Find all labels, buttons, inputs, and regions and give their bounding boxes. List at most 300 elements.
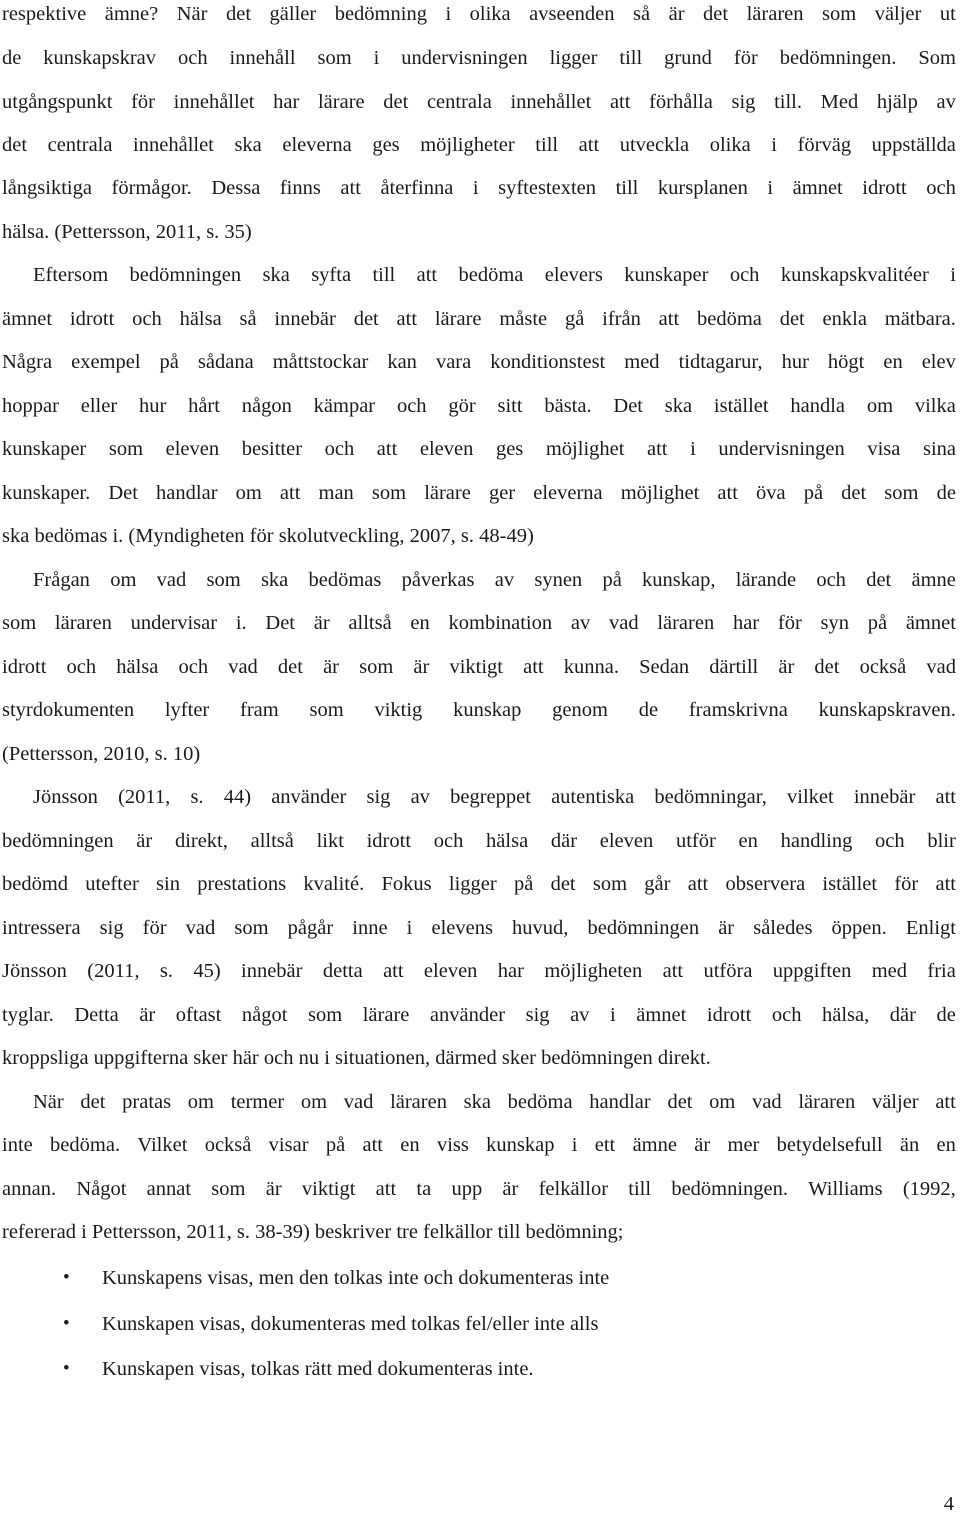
paragraph-4-line-5 — [2, 961, 956, 982]
word: en — [738, 830, 758, 852]
word: som — [592, 873, 628, 895]
word: När — [33, 1091, 64, 1113]
word: på — [867, 612, 888, 634]
word: och — [178, 656, 209, 678]
word: det — [703, 3, 729, 25]
word: i — [609, 1004, 616, 1026]
word: och — [433, 830, 464, 852]
word: ämne? — [104, 3, 159, 25]
word: handling — [780, 830, 853, 852]
word: som — [211, 1178, 246, 1200]
word: ger — [488, 482, 516, 504]
word: olika — [709, 134, 751, 156]
word: vad — [926, 656, 956, 678]
word: att — [662, 960, 684, 982]
word: fria — [927, 960, 956, 982]
word: till — [615, 177, 639, 199]
word: 45) — [193, 960, 221, 982]
word: lärare — [424, 482, 471, 504]
paragraph-5-line-3 — [2, 1179, 956, 1200]
word: som — [206, 569, 241, 591]
word: har — [273, 91, 300, 113]
word: som — [309, 699, 344, 721]
word: bedöma — [696, 308, 762, 330]
word: ska — [463, 1091, 491, 1113]
word: oftast — [175, 1004, 222, 1026]
word: att — [416, 264, 438, 286]
word: ämnet — [792, 177, 843, 199]
word: måttstockar — [272, 351, 369, 373]
word: viktigt — [449, 656, 504, 678]
word: läraren — [54, 612, 112, 634]
word: hälsa — [486, 830, 529, 852]
word: och — [132, 308, 162, 330]
word: sig — [731, 91, 756, 113]
word: respektive — [2, 3, 87, 25]
word: än — [899, 1134, 920, 1156]
word: väljer — [874, 3, 922, 25]
word: och — [816, 569, 846, 591]
word: något — [241, 1004, 288, 1026]
word: vilka — [914, 395, 956, 417]
word: (2011, — [87, 960, 140, 982]
word: utefter — [85, 873, 139, 895]
word: centrala — [426, 91, 492, 113]
word: förhålla — [649, 91, 713, 113]
word: kunna. — [563, 656, 619, 678]
word: innehållet — [173, 91, 255, 113]
word: med — [871, 960, 908, 982]
word: huvud, — [512, 917, 569, 939]
word: sitt — [497, 395, 523, 417]
word: till — [619, 47, 643, 69]
word: lärare — [362, 1004, 410, 1026]
word: ämne — [632, 1134, 677, 1156]
word: på — [159, 351, 179, 373]
word: där — [889, 1004, 916, 1026]
word: ämnet — [2, 308, 53, 330]
word: påverkas — [401, 569, 475, 591]
word: ligger — [549, 47, 598, 69]
word: långsiktiga — [2, 177, 92, 199]
word: att — [279, 482, 301, 504]
word: kunskapskrav — [43, 47, 157, 69]
word: högt — [827, 351, 865, 373]
word: lärare — [317, 91, 365, 113]
word: gör — [448, 395, 476, 417]
word: och — [771, 1004, 802, 1026]
word: att — [396, 308, 418, 330]
word: att — [609, 91, 631, 113]
word: är — [502, 1178, 519, 1200]
word: bästa. — [544, 395, 592, 417]
word: utföra — [703, 960, 753, 982]
word: man — [318, 482, 354, 504]
word: visar — [268, 1134, 309, 1156]
word: uppställda — [871, 134, 956, 156]
word: hälsa, — [822, 1004, 870, 1026]
word: ämne — [911, 569, 956, 591]
word: exempel — [71, 351, 141, 373]
word: är — [778, 656, 795, 678]
word: i — [571, 1134, 578, 1156]
word: en — [936, 1134, 956, 1156]
word: på — [325, 1134, 346, 1156]
word: om — [709, 1091, 736, 1113]
word: är — [136, 830, 153, 852]
word: att — [376, 438, 398, 460]
word: felkällor — [538, 1178, 609, 1200]
word: i — [406, 917, 413, 939]
word: utveckla — [619, 134, 690, 156]
word: på — [602, 569, 622, 591]
word: öva — [756, 482, 786, 504]
paragraph-1-line-5 — [2, 178, 956, 199]
word: också — [859, 656, 907, 678]
word: viktig — [374, 699, 423, 721]
word: Frågan — [33, 569, 90, 591]
word: förmågor. — [111, 177, 192, 199]
paragraph-2-line-5 — [2, 439, 956, 460]
word: elevens — [431, 917, 493, 939]
paragraph-4-line-6 — [2, 1005, 956, 1026]
word: alltså — [348, 612, 392, 634]
word: och — [396, 395, 427, 417]
word: har — [497, 960, 524, 982]
word: kunskaper. — [2, 482, 91, 504]
word: idrott — [2, 656, 47, 678]
word: är — [694, 1134, 711, 1156]
word: vad — [156, 569, 187, 591]
word: centrala — [47, 134, 113, 156]
word: vad — [185, 917, 216, 939]
paragraph-1-line-4 — [2, 135, 956, 156]
word: är — [668, 3, 685, 25]
word: autentiska — [551, 786, 635, 808]
word: väljer — [871, 1091, 919, 1113]
paragraph-5-line-2 — [2, 1135, 956, 1156]
word: som — [822, 3, 857, 25]
bullet-icon: • — [63, 1358, 70, 1379]
word: hälsa — [179, 308, 222, 330]
word: någon — [241, 395, 292, 417]
paragraph-3-line-2 — [2, 613, 956, 634]
paragraph-5-line-1 — [33, 1092, 956, 1113]
word: ut — [939, 3, 956, 25]
word: bedöma — [507, 1091, 573, 1113]
word: innebär — [241, 960, 303, 982]
word: i — [445, 3, 452, 25]
word: läraren — [798, 1091, 856, 1113]
word: och — [324, 438, 355, 460]
bullet-text: Kunskapen visas, tolkas rätt med dokumenteras inte. — [102, 1358, 534, 1380]
word: undervisningen — [401, 47, 528, 69]
word: kombination — [448, 612, 553, 634]
word: istället — [822, 873, 878, 895]
word: eleven — [419, 438, 474, 460]
word: det — [779, 308, 805, 330]
word: direkt, — [174, 830, 228, 852]
word: innebär — [274, 308, 336, 330]
word: som — [317, 47, 352, 69]
word: s. — [190, 786, 204, 808]
word: kunskaper — [624, 264, 709, 286]
word: ges — [495, 438, 524, 460]
word: undervisar — [130, 612, 218, 634]
word: innehållet — [133, 134, 214, 156]
word: viktigt — [301, 1178, 356, 1200]
word: ligger — [448, 873, 497, 895]
word: kunskap — [453, 699, 522, 721]
word: innehållet — [510, 91, 592, 113]
word: När — [176, 3, 208, 25]
word: prestations — [197, 873, 287, 895]
bullet-text: Kunskapens visas, men den tolkas inte och dokumenteras inte — [102, 1267, 610, 1289]
word: sig — [366, 786, 391, 808]
word: (1992, — [902, 1178, 956, 1200]
word: ska — [260, 569, 289, 591]
word: som — [307, 1004, 343, 1026]
word: (2011, — [118, 786, 171, 808]
word: finns — [279, 177, 321, 199]
paragraph-3-line-3 — [2, 657, 956, 678]
word: ämnet — [636, 1004, 687, 1026]
word: handla — [790, 395, 846, 417]
word: Som — [918, 47, 956, 69]
word: idrott — [366, 830, 412, 852]
word: konditionstest — [490, 351, 606, 373]
word: med — [624, 351, 660, 373]
word: bedömningen — [129, 264, 242, 286]
word: framskrivna — [688, 699, 788, 721]
word: utgångspunkt — [2, 91, 113, 113]
word: som — [371, 482, 407, 504]
word: där — [550, 830, 578, 852]
word: sig — [99, 917, 124, 939]
word: hur — [781, 351, 809, 373]
word: kvalité. — [303, 873, 365, 895]
word: och — [177, 47, 208, 69]
word: om — [235, 482, 262, 504]
word: undervisningen — [718, 438, 845, 460]
word: gäller — [269, 3, 317, 25]
word: så — [239, 308, 257, 330]
word: att — [658, 308, 680, 330]
word: viss — [436, 1134, 469, 1156]
word: hur — [138, 395, 167, 417]
word: att — [578, 134, 600, 156]
word: idrott — [706, 1004, 752, 1026]
word: kämpar — [313, 395, 376, 417]
word: Dessa — [211, 177, 261, 199]
word: sig — [525, 1004, 550, 1026]
word: kunskaper — [2, 438, 87, 460]
word: Jönsson — [33, 786, 98, 808]
word: istället — [713, 395, 769, 417]
word: likt — [316, 830, 344, 852]
word: Det — [613, 395, 643, 417]
word: det — [814, 656, 840, 678]
bullet-text: Kunskapen visas, dokumenteras med tolkas fel/eller inte alls — [102, 1313, 599, 1335]
word: en — [883, 351, 903, 373]
word: ifrån — [602, 308, 641, 330]
paragraph-1-line-6: hälsa. (Pettersson, 2011, s. 35) — [2, 221, 252, 243]
word: kursplanen — [657, 177, 748, 199]
paragraph-1-line-2 — [2, 48, 956, 69]
paragraph-3-line-4 — [2, 700, 956, 721]
word: hoppar — [2, 395, 59, 417]
word: synen — [534, 569, 583, 591]
word: det — [2, 134, 28, 156]
word: det — [277, 656, 303, 678]
paragraph-2-line-3 — [2, 352, 956, 373]
word: till — [372, 264, 396, 286]
word: det — [383, 91, 409, 113]
word: styrdokumenten — [2, 699, 135, 721]
word: om — [110, 569, 137, 591]
word: Det — [108, 482, 138, 504]
paragraph-4-line-7: kroppsliga uppgifterna sker här och nu i situationen, därmed sker bedömningen direkt. — [2, 1047, 711, 1069]
paragraph-1-line-3 — [2, 92, 956, 113]
page-number: 4 — [943, 1493, 954, 1515]
word: att — [935, 873, 956, 895]
word: gå — [564, 308, 585, 330]
word: är — [413, 656, 430, 678]
word: innebär — [853, 786, 916, 808]
word: bedömningen. — [671, 1178, 789, 1200]
word: pratas — [122, 1091, 172, 1113]
paragraph-5-line-4: refererad i Pettersson, 2011, s. 38-39) beskriver tre felkällor till bedömning; — [2, 1221, 624, 1243]
word: handlar — [156, 482, 218, 504]
word: och — [875, 830, 905, 852]
word: hälsa — [116, 656, 159, 678]
word: 44) — [223, 786, 252, 808]
word: av — [494, 569, 515, 591]
word: är — [323, 656, 340, 678]
word: annan. — [2, 1178, 57, 1200]
word: bedömningen — [587, 917, 700, 939]
word: Enligt — [905, 917, 956, 939]
word: betydelsefull — [776, 1134, 883, 1156]
word: alltså — [250, 830, 294, 852]
word: bedöma — [458, 264, 524, 286]
word: det — [841, 482, 867, 504]
word: för — [733, 47, 758, 69]
word: att — [647, 438, 668, 460]
word: vad — [752, 1091, 782, 1113]
word: kan — [387, 351, 417, 373]
word: som — [2, 612, 37, 634]
word: för — [131, 91, 156, 113]
word: läraren — [390, 1091, 447, 1113]
word: att — [383, 960, 404, 982]
word: vad — [608, 612, 639, 634]
word: bedömningar, — [654, 786, 767, 808]
word: måste — [499, 308, 548, 330]
word: för — [142, 917, 167, 939]
word: inne — [352, 917, 388, 939]
word: att — [523, 656, 544, 678]
word: till — [628, 1178, 652, 1200]
word: upp — [451, 1178, 483, 1200]
word: innehåll — [229, 47, 296, 69]
word: eleven — [599, 830, 654, 852]
word: ska — [262, 264, 290, 286]
word: att — [375, 1178, 397, 1200]
word: bedöma. — [50, 1134, 121, 1156]
word: s. — [159, 960, 173, 982]
word: ämnet — [905, 612, 956, 634]
word: kunskap — [486, 1134, 555, 1156]
word: vad — [228, 656, 258, 678]
word: läraren — [657, 612, 715, 634]
word: de — [2, 47, 22, 69]
word: fram — [240, 699, 279, 721]
word: öppen. — [831, 917, 887, 939]
word: i — [771, 134, 777, 156]
word: går — [644, 873, 671, 895]
word: i — [373, 47, 380, 69]
word: ges — [372, 134, 400, 156]
word: ska — [234, 134, 262, 156]
word: termer — [230, 1091, 285, 1113]
word: av — [410, 786, 430, 808]
paragraph-4-line-4 — [2, 918, 956, 939]
word: bedömas — [308, 569, 382, 591]
word: tidtagarur, — [678, 351, 763, 373]
word: därtill — [709, 656, 759, 678]
word: i — [767, 177, 774, 199]
word: Vilket — [137, 1134, 188, 1156]
word: en — [400, 1134, 420, 1156]
word: Detta — [74, 1004, 119, 1026]
word: för — [777, 612, 802, 634]
word: besitter — [241, 438, 303, 460]
word: av — [570, 612, 591, 634]
word: lärare — [434, 308, 482, 330]
word: utför — [675, 830, 716, 852]
word: är — [313, 612, 330, 634]
word: det — [866, 569, 892, 591]
paragraph-2-line-2 — [2, 309, 956, 330]
word: de — [936, 1004, 956, 1026]
word: kunskapskraven. — [818, 699, 956, 721]
word: hårt — [188, 395, 220, 417]
word: idrott — [862, 177, 907, 199]
word: använder — [429, 1004, 506, 1026]
word: om — [300, 1091, 328, 1113]
word: möjligheten — [544, 960, 643, 982]
word: blir — [927, 830, 956, 852]
bullet-icon: • — [63, 1313, 70, 1334]
word: Williams — [808, 1178, 883, 1200]
word: och — [926, 177, 956, 199]
word: också — [204, 1134, 252, 1156]
word: bedömningen — [2, 830, 114, 852]
word: således — [753, 917, 813, 939]
word: bedömning — [334, 3, 427, 25]
word: sina — [922, 438, 956, 460]
word: bedömningen. — [779, 47, 897, 69]
word: Det — [265, 612, 295, 634]
word: eller — [80, 395, 118, 417]
word: ta — [416, 1178, 432, 1200]
word: vilket — [787, 786, 834, 808]
word: begreppet — [450, 786, 531, 808]
word: har — [732, 612, 760, 634]
word: så — [633, 3, 651, 25]
word: läraren — [746, 3, 804, 25]
